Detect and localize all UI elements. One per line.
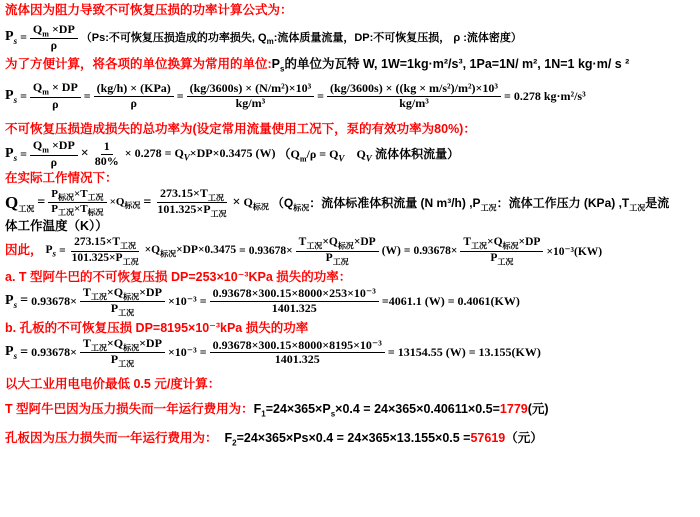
denominator: $P_{工况}$ <box>110 300 135 318</box>
subscript: 1 <box>261 409 266 419</box>
math-token: = <box>20 30 27 45</box>
cost-label: 孔板因为压力损失而一年运行费用为： <box>5 430 218 445</box>
fraction <box>187 82 315 111</box>
numerator: 0.93678×300.15×8000×253×10⁻³ <box>210 287 379 302</box>
math-token: ×10⁻³ <box>167 345 197 360</box>
subscript: 标况 <box>87 208 104 218</box>
subscript: 工况 <box>629 203 646 213</box>
subscript: m <box>42 87 49 97</box>
cost-formula: $F_1=24\times 365\times P_s\times 0.4 = 24\times 365\times 0.40611\times 0.5=$ <box>253 402 500 419</box>
formula-orifice-power <box>5 337 695 369</box>
subscript: 工况 <box>207 193 224 203</box>
denominator: kg/m³ <box>399 95 429 110</box>
subscript: 工况 <box>90 291 107 301</box>
numerator: $P_{标况}\times T_{工况}$ <box>48 188 106 203</box>
math-token: $P_s$ <box>5 344 18 362</box>
subscript: 工况 <box>118 308 135 318</box>
numerator: $T_{工况}\times Q_{标况}\times DP$ <box>80 286 165 302</box>
fraction <box>210 339 385 368</box>
denominator: 1401.325 <box>271 300 317 315</box>
math-token: 0.93678× <box>413 245 458 258</box>
denominator: $P_{工况}$ <box>490 251 514 266</box>
orifice-annual-cost-line <box>5 429 695 448</box>
subscript: 标况 <box>337 241 354 251</box>
math-note: （$Q_{标况}$：流体标准体积流量 (N m³/h) $,P_{工况}$：流体工作压力 (KPa) $,T_{工况}$是流 <box>271 195 670 213</box>
subscript: 2 <box>232 438 237 448</box>
subscript: m <box>42 145 49 155</box>
fraction <box>460 236 543 266</box>
fraction <box>210 287 379 316</box>
numerator: 0.93678×300.15×8000×8195×10⁻³ <box>210 339 385 354</box>
math-token: = <box>199 345 207 360</box>
subscript: s <box>13 299 18 310</box>
cost-formula: $F_2=24\times 365\times Ps\times 0.4 = 24\times 365\times 13.155\times 0.5$ = <box>224 430 471 448</box>
subscript: 标况 <box>57 193 74 203</box>
denominator: ρ <box>50 154 58 169</box>
math-token: = <box>403 245 411 258</box>
unit-conversion-note <box>5 55 695 74</box>
fraction <box>30 23 78 53</box>
subscript: 工况 <box>118 359 135 369</box>
math-token: $Q_{工况}$ <box>5 192 35 214</box>
denominator: $P_{工况}\times T_{标况}$ <box>51 203 104 218</box>
numerator: $Q_m$ × DP <box>30 81 81 97</box>
item-b-heading: b. 孔板的不可恢复压损 DP=8195×10⁻³kPa 损失的功率 <box>5 321 309 336</box>
numerator: (kg/3600s) × ((kg × m/s²)/m²)×10³ <box>327 82 501 97</box>
math-token: $\times Q_{标况}\times DP\times 0.3475$ <box>144 243 237 259</box>
numerator: 1 <box>101 140 113 155</box>
math-note: （$Q_m/\rho = Q_V$ $Q_V$ 流体体积流量） <box>278 147 460 164</box>
math-token: = <box>143 194 152 210</box>
fraction <box>30 81 81 111</box>
numerator: $273.15\times T_{工况}$ <box>157 187 227 203</box>
formula-total-power <box>5 139 695 169</box>
therefore-label: 因此， <box>5 243 43 258</box>
fraction <box>48 188 106 217</box>
math-result: = 0.278 kg·m²/s³ <box>503 88 586 103</box>
numerator: $273.15\times T_{工况}$ <box>71 236 139 251</box>
math-token: $P_s$ <box>45 243 57 259</box>
math-token: (W) <box>381 245 401 258</box>
math-token: = <box>59 245 66 258</box>
subscript: s <box>330 409 336 419</box>
math-token: 0.93678× <box>248 245 293 258</box>
actual-condition-note: 在实际工作情况下： <box>5 171 118 186</box>
math-token: × $0.278 = Q_V\times DP\times 0.3475$ (W) <box>124 146 276 163</box>
math-token: = <box>20 293 29 309</box>
subscript: 标况 <box>160 249 177 259</box>
math-token: = <box>317 88 325 103</box>
subscript: 工况 <box>497 256 514 266</box>
subscript: 工况 <box>210 209 227 219</box>
math-token: $P_s$ <box>5 145 18 163</box>
denominator: $101.325\times P_{工况}$ <box>157 202 227 219</box>
note-red-part: 为了方便计算，将各项的单位换算为常用的单位: <box>5 56 272 71</box>
math-result: = 13154.55 (W) = 13.155(KW) <box>387 345 541 360</box>
math-token: = <box>37 194 46 210</box>
denominator: $P_{工况}$ <box>110 352 135 369</box>
denominator: ρ <box>130 95 137 110</box>
subscript: 工况 <box>480 203 497 213</box>
math-token: = <box>239 245 246 258</box>
math-token: 0.93678× <box>31 345 77 360</box>
math-token: × <box>80 146 89 162</box>
fraction <box>69 236 142 266</box>
formula-q-working-wrap: 体工作温度（K）） <box>5 218 108 233</box>
numerator: $T_{工况}\times Q_{标况}\times DP$ <box>460 236 543 251</box>
note-black-part: $P_s$的单位为瓦特 W, 1W=1kg·m²/s³, 1Pa=1N/ m², 1N=1 kg·m/ s ² <box>271 56 630 74</box>
math-token: = <box>176 88 184 103</box>
math-token: = <box>83 88 91 103</box>
numerator: $T_{工况}\times Q_{标况}\times DP$ <box>296 236 379 251</box>
formula-q-working <box>5 187 695 219</box>
numerator: $Q_m \times DP$ <box>30 23 78 39</box>
subscript: 工况 <box>122 256 139 266</box>
subscript: s <box>52 248 57 259</box>
formula-ps-definition <box>5 23 695 53</box>
total-power-note: 不可恢复压损造成损失的总功率为(设定常用流量使用工况下，泵的有效功率为80%)： <box>5 121 476 136</box>
formula-ps-working <box>5 236 695 266</box>
subscript: V <box>183 152 190 163</box>
math-result: ×10⁻³(KW) <box>546 246 603 259</box>
denominator: kg/m³ <box>235 95 266 110</box>
subscript: s <box>280 64 285 74</box>
subscript: V <box>365 153 372 164</box>
subscript: m <box>42 29 49 39</box>
denominator: 80% <box>94 153 119 168</box>
subscript: 工况 <box>87 193 104 203</box>
cost-unit: （元） <box>505 430 543 445</box>
fraction <box>94 82 174 111</box>
math-token: 0.93678× <box>31 293 77 308</box>
subscript: 标况 <box>502 241 519 251</box>
math-token: = <box>20 344 29 360</box>
subscript: s <box>13 94 18 105</box>
subscript: m <box>266 37 274 47</box>
subscript: 工况 <box>18 204 35 214</box>
subscript: V <box>338 153 345 164</box>
formula-note: （Ps:不可恢复压损造成的功率损失, $Q_m$:流体质量流量，DP:不可恢复压损， ρ :流体密度） <box>80 32 522 47</box>
subscript: 工况 <box>57 208 74 218</box>
subscript: 工况 <box>471 241 488 251</box>
fraction <box>30 139 78 169</box>
denominator: ρ <box>52 96 59 111</box>
math-token: = <box>20 146 27 161</box>
fraction <box>154 187 229 219</box>
math-token: $P_s$ <box>5 293 18 310</box>
numerator: $Q_m \times DP$ <box>30 139 78 155</box>
intro-line: 流体因为阻力导致不可恢复压损的功率计算公式为： <box>5 3 293 17</box>
denominator: 1401.325 <box>274 352 320 367</box>
math-token: $\times Q_{标况}$ <box>109 195 141 210</box>
math-token: × <box>232 194 241 210</box>
math-token: = <box>199 293 207 308</box>
fraction <box>296 236 379 266</box>
subscript: s <box>13 36 18 47</box>
fraction <box>92 140 122 169</box>
cost-value-highlight: 1779 <box>499 402 528 417</box>
math-token: $P_s$ <box>5 29 18 47</box>
subscript: 工况 <box>306 241 323 251</box>
cost-unit: (元) <box>527 402 549 417</box>
fraction <box>327 82 501 111</box>
numerator: $T_{工况}\times Q_{标况}\times DP$ <box>80 337 165 353</box>
electricity-price-note: 以大工业用电电价最低 0.5 元/度计算： <box>5 376 221 391</box>
math-token: $P_s$ <box>5 88 18 105</box>
subscript: s <box>13 351 18 362</box>
numerator: (kg/3600s) × (N/m²)×10³ <box>187 82 315 97</box>
math-token: $Q_{标况}$ <box>243 194 269 212</box>
subscript: 标况 <box>123 291 140 301</box>
formula-unit-conversion <box>5 81 695 111</box>
fraction <box>80 337 165 369</box>
math-token: = <box>20 88 27 103</box>
cost-value-highlight: 57619 <box>470 430 506 445</box>
denominator: $P_{工况}$ <box>325 251 349 266</box>
subscript: 工况 <box>120 241 137 251</box>
fraction <box>80 286 165 318</box>
numerator: (kg/h) × (KPa) <box>94 82 174 97</box>
subscript: 标况 <box>252 202 269 212</box>
subscript: 标况 <box>293 203 310 213</box>
subscript: 工况 <box>332 256 349 266</box>
annubar-annual-cost-line <box>5 400 695 419</box>
cost-label: T 型阿牛巴因为压力损失而一年运行费用为： <box>5 402 254 417</box>
denominator: ρ <box>50 38 58 53</box>
subscript: m <box>299 154 307 164</box>
formula-annubar-power <box>5 286 695 318</box>
subscript: 工况 <box>90 343 107 353</box>
subscript: 标况 <box>124 200 141 210</box>
denominator: $101.325\times P_{工况}$ <box>71 251 139 266</box>
math-token: ×10⁻³ <box>167 293 197 308</box>
math-result: =4061.1 (W) = 0.4061(KW) <box>381 293 520 308</box>
subscript: 标况 <box>123 343 140 353</box>
subscript: s <box>13 152 18 163</box>
item-a-heading: a. T 型阿牛巴的不可恢复压损 DP=253×10⁻³KPa 损失的功率： <box>5 269 352 284</box>
